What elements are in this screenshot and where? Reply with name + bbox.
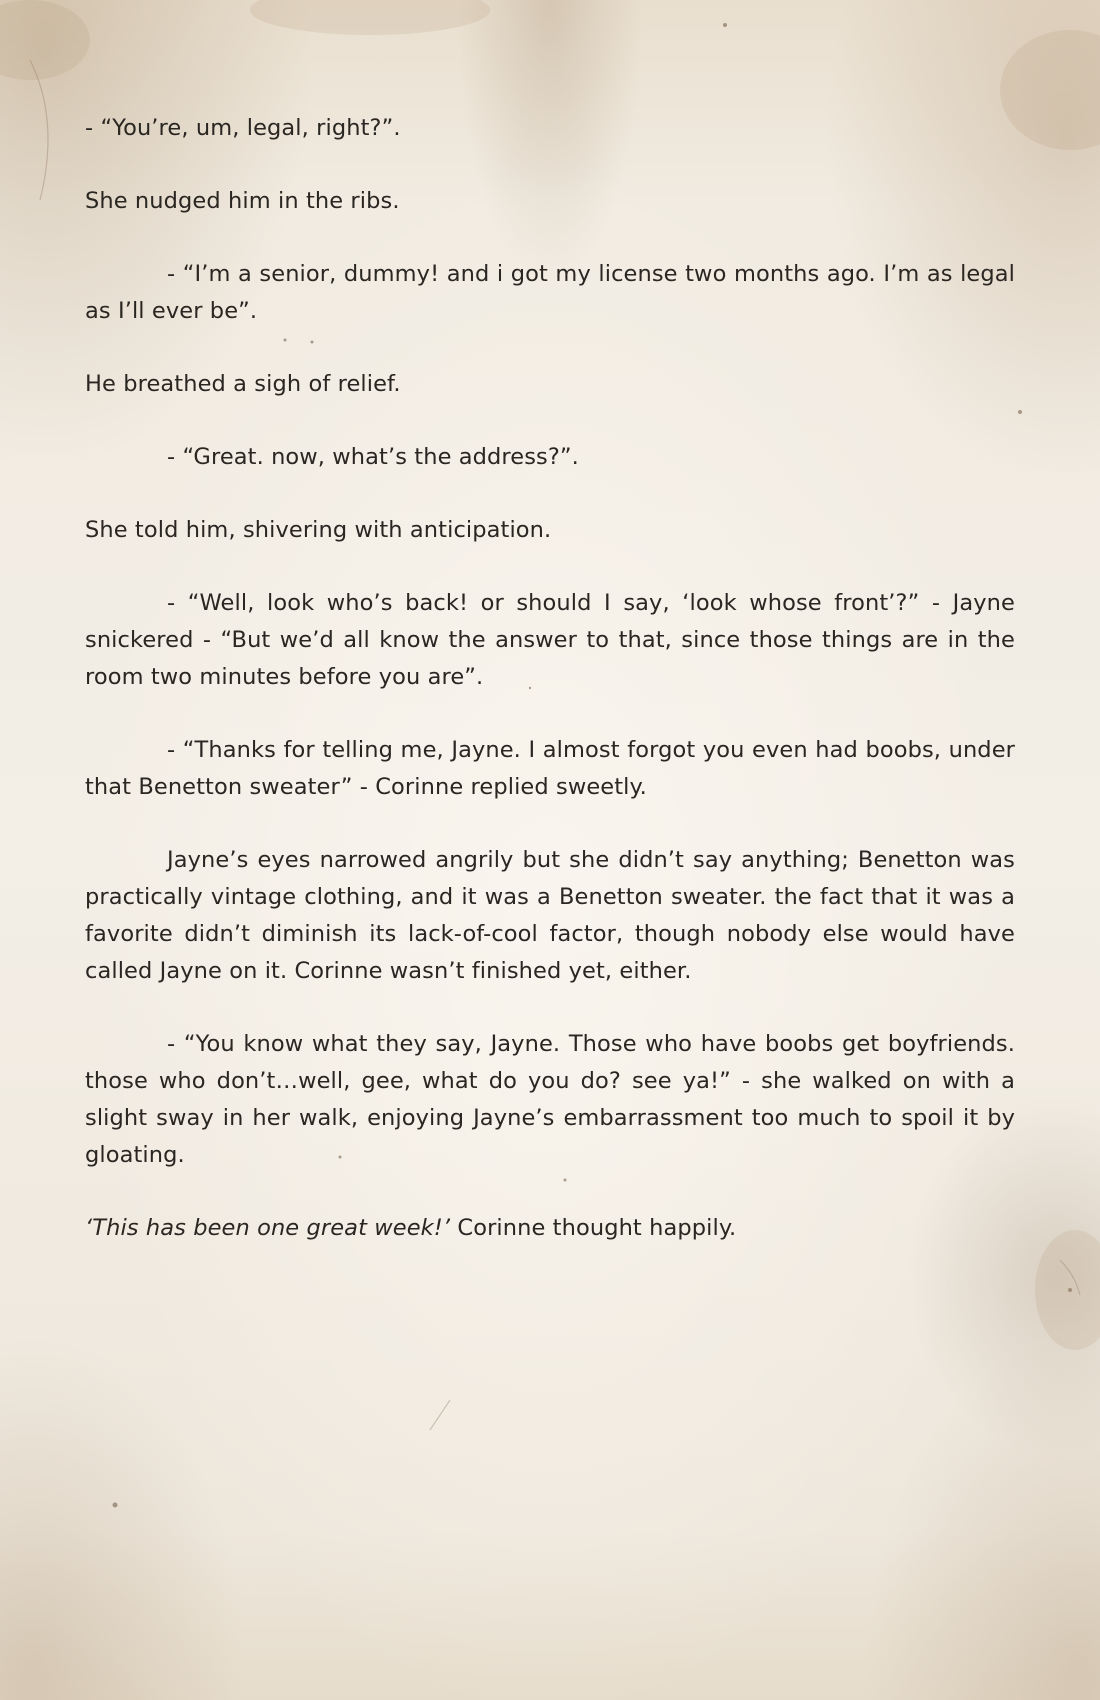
speck — [723, 23, 727, 27]
thought-attribution: Corinne thought happily. — [450, 1215, 737, 1241]
story-paragraph: - “Thanks for telling me, Jayne. I almost forgot you even had boobs, under that Benetton sweater” - Corinne replied sweetly. — [85, 737, 1015, 800]
story-paragraph: Jayne’s eyes narrowed angrily but she didn’t say anything; Benetton was practically vintage clothing, and it was a Benetton sweater. the fact that it was a favorite didn’t diminish its lack-of-cool factor, though nobody else would have called Jayne on it. Corinne wasn’t finished yet, either. — [85, 847, 1015, 984]
story-paragraph: He breathed a sigh of relief. — [85, 371, 401, 397]
crease-mark — [30, 60, 48, 200]
speck — [113, 1503, 118, 1508]
story-paragraph: - “Great. now, what’s the address?”. — [167, 444, 579, 470]
crease-mark — [430, 1400, 450, 1430]
italic-thought: ‘This has been one great week!’ — [85, 1215, 451, 1241]
story-paragraph: - “I’m a senior, dummy! and i got my license two months ago. I’m as legal as I’ll ever be”. — [85, 261, 1015, 324]
story-text — [85, 110, 1015, 1283]
story-paragraph-final — [85, 1210, 1015, 1247]
speck — [1068, 1288, 1072, 1292]
story-paragraph: She nudged him in the ribs. — [85, 188, 400, 214]
story-paragraph: - “Well, look who’s back! or should I say, ‘look whose front’?” - Jayne snickered - “But we’d all know the answer to that, since those things are in the room two minutes before you are”. — [85, 590, 1015, 690]
stain — [250, 0, 490, 35]
story-paragraph: - “You’re, um, legal, right?”. — [85, 115, 401, 141]
stain — [0, 0, 90, 80]
story-paragraph: - “You know what they say, Jayne. Those who have boobs get boyfriends. those who don’t…well, gee, what do you do? see ya!” - she walked on with a slight sway in her walk, enjoying Jayne’s embarrassment too much to spoil it by gloating. — [85, 1031, 1015, 1168]
speck — [1018, 410, 1022, 414]
stain — [1000, 30, 1100, 150]
story-paragraph: She told him, shivering with anticipation. — [85, 517, 552, 543]
stain — [1035, 1230, 1100, 1350]
crease-mark — [1060, 1260, 1080, 1295]
